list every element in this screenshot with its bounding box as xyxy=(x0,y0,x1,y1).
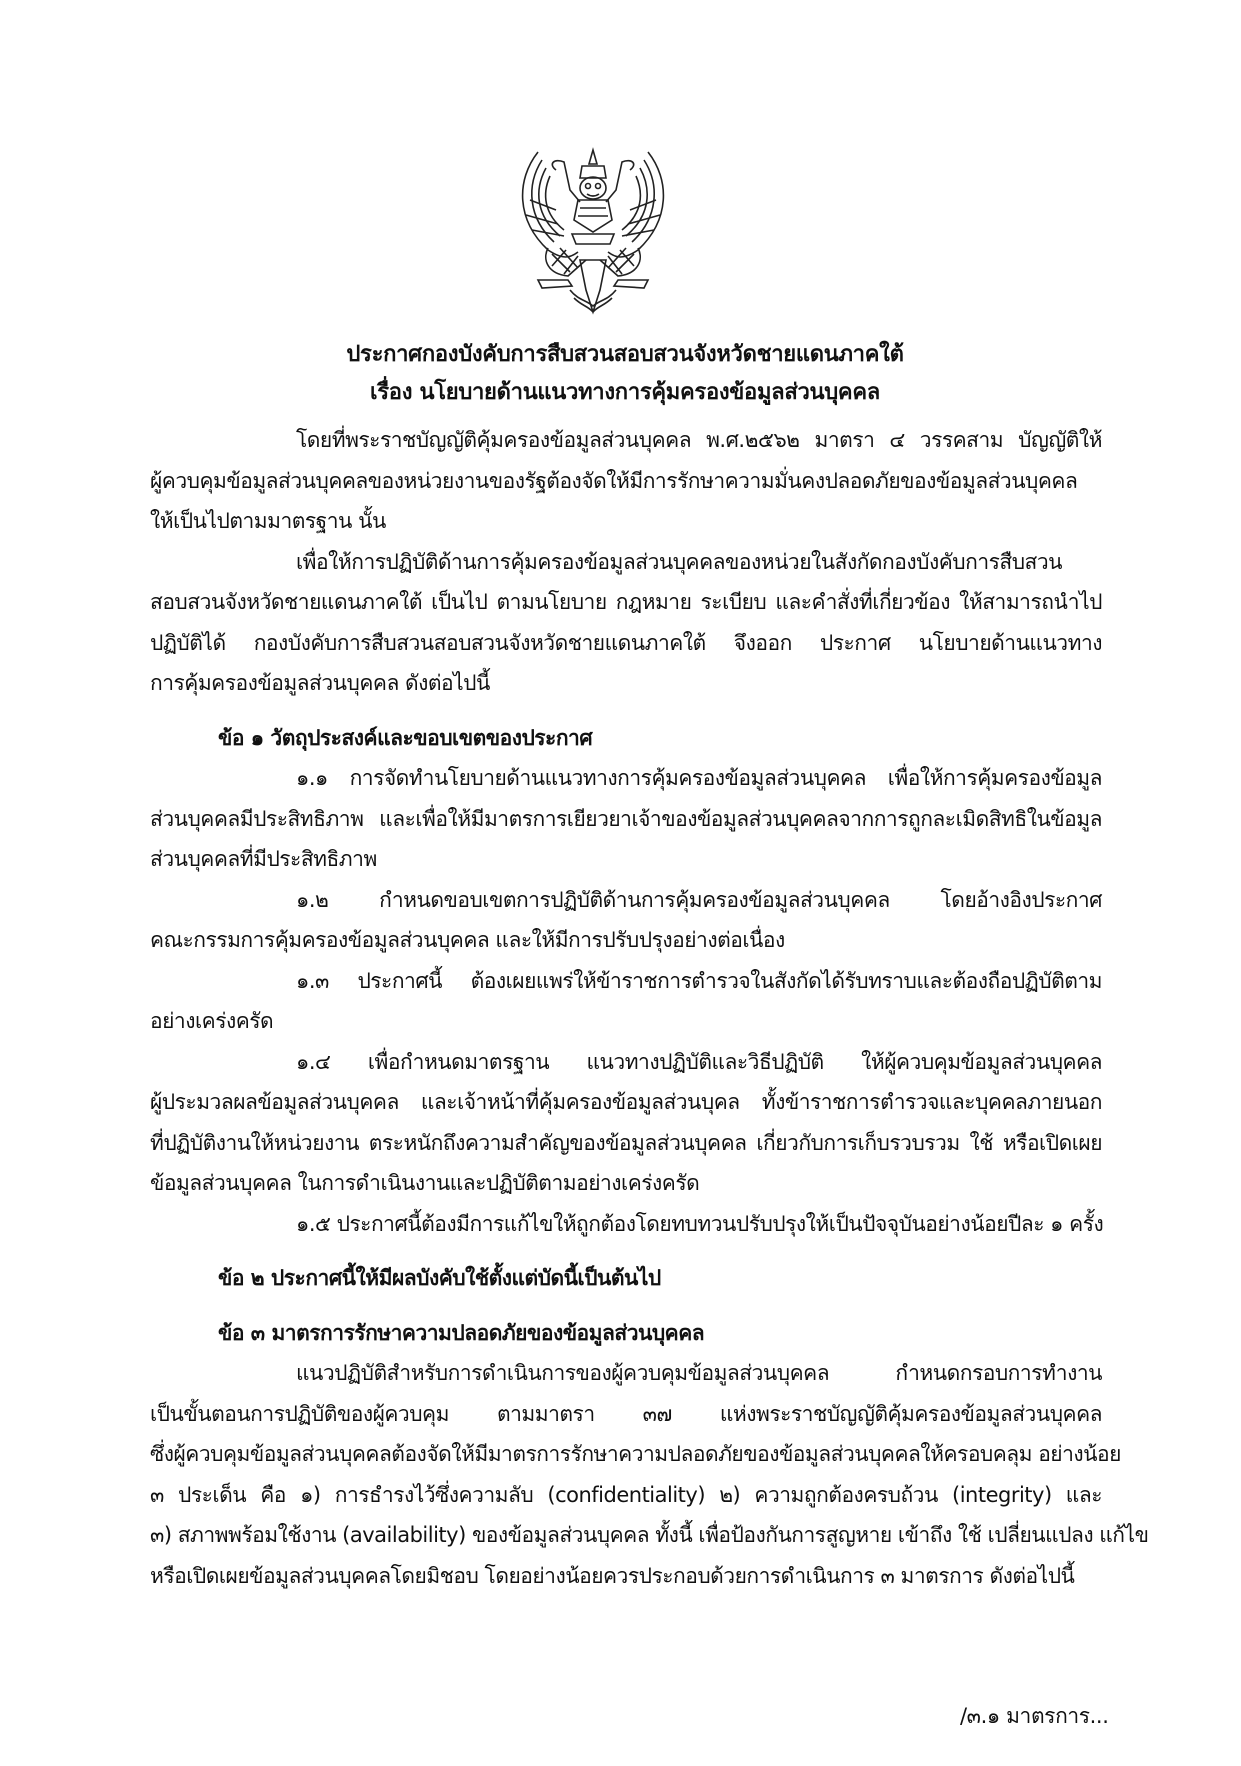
clause-1-1 xyxy=(150,758,1102,880)
announcement-title: ประกาศกองบังคับการสืบสวนสอบสวนจังหวัดชายแดนภาคใต้ xyxy=(346,342,904,367)
text-line: แนวปฏิบัติสำหรับการดำเนินการของผู้ควบคุมข้อมูลส่วนบุคคล กำหนดกรอบการทำงาน xyxy=(296,1361,1102,1385)
preamble-paragraph-1 xyxy=(150,420,1102,542)
text-line: ซึ่งผู้ควบคุมข้อมูลส่วนบุคคลต้องจัดให้มีมาตรการรักษาความปลอดภัยของข้อมูลส่วนบุคคลให้ครอบคลุม อย่างน้อย xyxy=(150,1442,1121,1466)
text-line: ส่วนบุคคลที่มีประสิทธิภาพ xyxy=(150,847,377,871)
clause-1-2 xyxy=(150,880,1102,961)
clause-1-5 xyxy=(150,1204,1102,1245)
section-heading: ข้อ ๓ มาตรการรักษาความปลอดภัยของข้อมูลส่วนบุคคล xyxy=(218,1320,705,1345)
preamble-paragraph-2 xyxy=(150,542,1102,704)
text-line: เพื่อให้การปฏิบัติด้านการคุ้มครองข้อมูลส่วนบุคคลของหน่วยในสังกัดกองบังคับการสืบสวน xyxy=(296,549,1062,574)
section-heading: ข้อ ๒ ประกาศนี้ให้มีผลบังคับใช้ตั้งแต่บัดนี้เป็นต้นไป xyxy=(218,1266,661,1290)
section-3 xyxy=(150,1313,1149,1597)
text-line: ที่ปฏิบัติงานให้หน่วยงาน ตระหนักถึงความสำคัญของข้อมูลส่วนบุคคล เกี่ยวกับการเก็บรวบรวม ใช้ หรือเปิดเผย xyxy=(150,1130,1102,1155)
text-line: หรือเปิดเผยข้อมูลส่วนบุคคลโดยมิชอบ โดยอย่างน้อยควรประกอบด้วยการดำเนินการ ๓ มาตรการ ดังต่อไปนี้ xyxy=(150,1563,1075,1588)
clause-1-4 xyxy=(150,1042,1102,1204)
section-2 xyxy=(150,1258,1102,1299)
text-line: ๑.๓ ประกาศนี้ ต้องเผยแพร่ให้ข้าราชการตำรวจในสังกัดได้รับทราบและต้องถือปฏิบัติตาม xyxy=(296,968,1102,993)
text-line: ให้เป็นไปตามมาตรฐาน นั้น xyxy=(150,509,386,533)
text-line: สอบสวนจังหวัดชายแดนภาคใต้ เป็นไป ตามนโยบาย กฎหมาย ระเบียบ และคำสั่งที่เกี่ยวข้อง ให้สามารถนำไป xyxy=(150,590,1102,614)
text-line: ๓) สภาพพร้อมใช้งาน (availability) ของข้อมูลส่วนบุคคล ทั้งนี้ เพื่อป้องกันการสูญหาย เข้าถึง ใช้ เปลี่ยนแปลง แก้ไข xyxy=(150,1523,1149,1547)
text-line: โดยที่พระราชบัญญัติคุ้มครองข้อมูลส่วนบุคคล พ.ศ.๒๕๖๒ มาตรา ๔ วรรคสาม บัญญัติให้ xyxy=(296,428,1102,452)
text-line: ๑.๒ กำหนดขอบเขตการปฏิบัติด้านการคุ้มครองข้อมูลส่วนบุคคล โดยอ้างอิงประกาศ xyxy=(296,887,1102,912)
text-line: ปฏิบัติได้ กองบังคับการสืบสวนสอบสวนจังหวัดชายแดนภาคใต้ จึงออก ประกาศ นโยบายด้านแนวทาง xyxy=(150,630,1102,655)
section-heading: ข้อ ๑ วัตถุประสงค์และขอบเขตของประกาศ xyxy=(218,725,593,750)
text-line: การคุ้มครองข้อมูลส่วนบุคคล ดังต่อไปนี้ xyxy=(150,671,490,695)
document-body xyxy=(150,420,1149,1596)
text-line: คณะกรรมการคุ้มครองข้อมูลส่วนบุคคล และให้มีการปรับปรุงอย่างต่อเนื่อง xyxy=(150,928,785,952)
text-line: ๑.๑ การจัดทำนโยบายด้านแนวทางการคุ้มครองข้อมูลส่วนบุคคล เพื่อให้การคุ้มครองข้อมูล xyxy=(296,766,1102,790)
garuda-emblem-icon xyxy=(508,140,678,315)
announcement-subject: เรื่อง นโยบายด้านแนวทางการคุ้มครองข้อมูลส่วนบุคคล xyxy=(370,380,880,405)
text-line: ๑.๔ เพื่อกำหนดมาตรฐาน แนวทางปฏิบัติและวิธีปฏิบัติ ให้ผู้ควบคุมข้อมูลส่วนบุคคล xyxy=(296,1049,1102,1074)
text-line: ผู้ควบคุมข้อมูลส่วนบุคคลของหน่วยงานของรัฐต้องจัดให้มีการรักษาความมั่นคงปลอดภัยของข้อมูลส่วนบุคคล xyxy=(150,468,1078,493)
text-line: ข้อมูลส่วนบุคคล ในการดำเนินงานและปฏิบัติตามอย่างเคร่งครัด xyxy=(150,1171,700,1195)
section-1 xyxy=(150,718,1102,1245)
text-line: อย่างเคร่งครัด xyxy=(150,1009,274,1033)
text-line: ๓ ประเด็น คือ ๑) การธำรงไว้ซึ่งความลับ (confidentiality) ๒) ความถูกต้องครบถ้วน (integrity) และ xyxy=(150,1482,1102,1507)
clause-1-3 xyxy=(150,961,1102,1042)
text-line: ส่วนบุคคลมีประสิทธิภาพ และเพื่อให้มีมาตรการเยียวยาเจ้าของข้อมูลส่วนบุคคลจากการถูกละเมิดสิทธิในข้อมูล xyxy=(150,806,1102,831)
text-line: เป็นขั้นตอนการปฏิบัติของผู้ควบคุม ตามมาตรา ๓๗ แห่งพระราชบัญญัติคุ้มครองข้อมูลส่วนบุคคล xyxy=(150,1401,1102,1426)
text-line: ๑.๕ ประกาศนี้ต้องมีการแก้ไขให้ถูกต้องโดยทบทวนปรับปรุงให้เป็นปัจจุบันอย่างน้อยปีละ ๑ ครั้ง xyxy=(296,1211,1104,1236)
continuation-note: /๓.๑ มาตรการ... xyxy=(960,1704,1109,1728)
text-line: ผู้ประมวลผลข้อมูลส่วนบุคคล และเจ้าหน้าที่คุ้มครองข้อมูลส่วนบุคล ทั้งข้าราชการตำรวจและบุคคลภายนอก xyxy=(150,1090,1102,1114)
